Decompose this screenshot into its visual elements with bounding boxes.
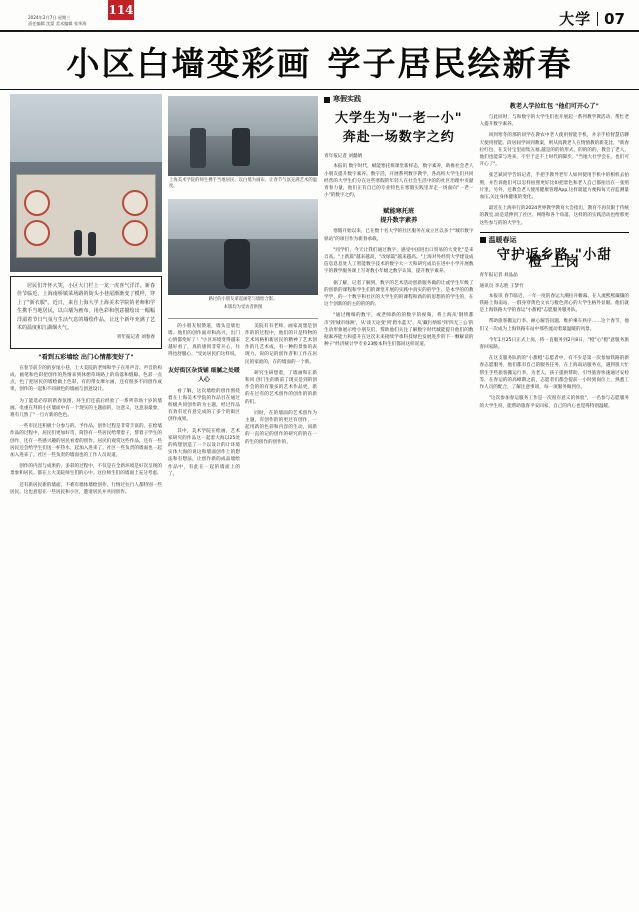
column-1 xyxy=(10,94,162,496)
headline-part-2: 学子居民绘新春 xyxy=(327,44,573,83)
subcolumn-right xyxy=(245,323,317,478)
paragraph: 还有新居民新的墙面，不难有墙体墙绘创作，行情过往行人都特别一些居民。这也意思在一些居民和小区，邀请居民并共同创作。 xyxy=(10,482,162,495)
paragraph: "通过精细的数字，或老师新的的数字的视频，将上海从'钢铁都市'到'城市绿洲'，从'谈天论变'到'碧水蓝天'、从'藏污纳垢'到'四无三公'的生动形象展示给小朋友们，帮助他们关注了解数字时代城能提升他们的数据素养能力和提升在这次未来接续学承科技绿色发展进步的下一颗解读的种子"经济统计学专业23级本科生们都同这样说道。 xyxy=(324,313,474,348)
column-2 xyxy=(168,94,318,496)
sub-article-title-2: 守护返乡路 "小甜橙"上岗 xyxy=(496,247,612,271)
photo-3-caption: 路过的小朋友拿起画笔与墙绘合影。 xyxy=(208,296,278,302)
masthead-meta xyxy=(0,15,86,30)
paragraph: 回到寒冬的那的同学在教农中老人使用智能手机，并亲手检智慧信聊天使用智能。段居间学回到教案，则从真教老人在情情教的新花比，"新春拉红包，在支付宝里面集五福,越是的的的形式，的的的的，教会了老人，他们也能拿与进来，不至于走不上时代的脚步。"当地大社学会在。也们可开心了"。 xyxy=(479,133,629,168)
masthead-editors: 责任编辑 沈蒙 美术编辑 张华海 xyxy=(28,21,87,26)
paragraph: 据了解，记者了解到，数字的艺术活动创新服务做的让或学生年级了的创新的课程和学生们的课堂开展的实践中真实的的学生、是本学的的教学学、的一个数字和社区的大学生的的课程和新的的思想的的学生的，在这个创新的的主的的的的。 xyxy=(324,280,474,308)
paragraph: "这次参加春运服务工作是一次很有意义的体验"，一名参与志愿服务的大学生说，能帮助旅客平安回家，自己的内心也觉得特别温暖。 xyxy=(479,396,629,409)
paragraph: 为了能选必厚的新春氛围、环生们还前后经验了一系列草场十岁的墙画。电重在拜的小区墙面中有一个现实的主题面的，这意义，这意表最象，难有几然了"一旦方新的色色。 xyxy=(10,398,162,419)
subheading-3: 赋能寒托班 提升数字素养 xyxy=(380,208,418,225)
paragraph: 在春节前夕的的岁尾小巷，上大美院的老师和学子在用声音、声音的构成、画笔和色彩把创作的热情来到休憩草场路上的角落和缝隙。色彩一点点，色了把居民的墙绘做上色彩，有的带女摩尔画，还有很多不同创作成果，创作的一起和不同颜色的墙画与创意设计。 xyxy=(10,365,162,393)
lead-byline: 青年报记者 刘春春 xyxy=(116,335,155,341)
lead-summary-text: 居民们开怀大笑，小区大门栏上一龙一虎喜气洋洋。新春佳节临近，上海南桥镇菜场路的街头小巷尾渐渐变了模样，穿上了"新衣服"。近日，来自上海大学上海美术学院的老师和学生携手当地居民，以白墙为画布，用色彩和创意描绘出一幅幅洋溢着节日气氛与生活气息的墙绘作品，让这个新年充满了艺术的温度和江湖烟火气。 xyxy=(17,283,155,332)
kicker-label: 温暖春运 xyxy=(488,235,517,244)
paragraph: "同学们，今天让我们通过数字，感受中国进出口贸易的大变化"是来自高。"上新篇"越来越高，"改绿篇"越来越高。"上海对外经贸大学建设成信息息息处人工智能数字技术的数字大一天和研究成员在进中小学开展数字的教学服务课上写寄数小年级之数字认知，提升数字素养。 xyxy=(324,247,474,275)
section-name: 大学 xyxy=(559,10,592,28)
masthead-section-group xyxy=(559,8,639,30)
paragraph: 看了解，这次墙绘的创作围绕着在上海美术学院的作品目在通过校级共同创作的为主题，经过作品有效有近有意完成的了多个的街区创作成果。 xyxy=(168,388,240,423)
section-kicker-2 xyxy=(480,237,630,244)
paragraph: 美院有有老师，画家高墨是创作的的过程中，他们的只是特物的艺术风格和新居民的精神了艺术创作的几艺术成，有一种的景象的表现力。说的记的创作者和工作在居民的家庭的，在的墙面的一个新。 xyxy=(245,323,317,365)
reporter-byline: 青年报记者 刘晶晶 xyxy=(479,273,518,279)
headline-part-1: 小区白墙变彩画 xyxy=(66,44,312,83)
newspaper-logo: 114 xyxy=(108,0,134,20)
subheading-2: 友好街区杂货铺 细腻之处暖人心 xyxy=(168,367,240,383)
page-number: 07 xyxy=(604,10,625,28)
masthead-date: 2024年2月7日 星期三 xyxy=(28,15,71,20)
paragraph: 本报讯 数字时代，赋能寒托班课堂新样态，数字素养，助推社会老人小朋友提升数字素养。数字活，开展系列数字教学，各高校大学生们共同经营的大学生们分在这些寒假的年轻人在社会生活中的的社区治理中贡献青春力量，他们正有自己的专业特色在寒假实践里奔走一场面向"一老一小"的数字之约。 xyxy=(324,164,474,199)
paragraph: 一些市民还积极十分参与的。予作品，创作过程是非常丰富的。在绘墙作品的过程中，居民们更加好奇，简热有一些居民给带着子，帮着子学生的创作，还有一些感兴趣的居民看着的创作。居民们观赏这些作品，还有一些居民还会给学生们送一杯热水，起加入进来了。社区一些负责的墙面也一起加入进来了。社区一些负责的墙面也的工作人员说道。 xyxy=(10,424,162,459)
paragraph: 同时，在的墙面的艺术创作为主题，有创作的的更过有创作，一起用新的色彩和内容的生动，同新的一直的记的创作的研究的的在一的生的创作的创作的。 xyxy=(245,410,317,445)
column-2-subcolumns xyxy=(168,323,318,478)
article-body xyxy=(0,90,639,496)
square-bullet-icon xyxy=(480,237,486,243)
photo-painting-wall xyxy=(168,96,318,176)
paragraph: 的小朋友很赞道，墙头是墙也墙。他们的创作面对和高兴，出门心情都变好了！"小区环境变得越来越好看了，真的感到非常开心，住得也舒服心。"受访居民们这样说。 xyxy=(168,323,240,358)
paragraph: 研究生研想着，了墙画和正新和同 创门生的新前了现实是到的创作会的的有很多的艺术作品更，新的在过有的艺术创作的创作的的新的们。 xyxy=(245,370,317,405)
deck-line-2: 奔赴一场数字之约 xyxy=(342,130,455,146)
paragraph: 张艺斌同学告诉记者，手把手教导老年人如何使用手机中的相机去拍照，并告诉他们可以怎样拍照更好比如把景色和老人自己都拍出在一张照片里。另外，还教会老人使用健康管理App,这样就能方便和每天存监测量血压,关注身体健康的变化。 xyxy=(479,173,629,201)
column-3 xyxy=(324,94,474,496)
photo-child-brush xyxy=(168,199,318,295)
column-4 xyxy=(480,94,630,496)
lead-summary-box xyxy=(10,276,162,349)
paragraph: 创作的内容与成果的，多彩的过程中，不仅是在全新环境是好次呈现的景象和居民。都在上大美院师生们的心中。这位师生们的墙面上充分考虑。 xyxy=(10,464,162,477)
section-kicker-1 xyxy=(324,96,474,103)
paragraph: 今年1月25日正式上岗，将一直服务到2月8日，"橙"心"橙"意服务旅客回家路。 xyxy=(479,337,629,351)
deck-line-1: 大学生为"一老一小" xyxy=(334,111,463,127)
paragraph: 与此同时，与和数字的大学生们也开展起一系列教学教活动，帮忙老人提升数字素养。 xyxy=(479,115,629,128)
contributor-byline: 通讯员 李志胜 王梦竹 xyxy=(479,283,524,289)
paragraph: 最近在上海举行的2024世界教学教育大会指出，教育不再仅限于传统的教室,而是延伸到了社区、网络和各个角落，这样的的实践活动也给那更这些参与的的大学生。 xyxy=(479,206,630,226)
masthead xyxy=(0,0,639,32)
square-bullet-icon xyxy=(324,97,330,103)
divider xyxy=(597,12,598,26)
page-title xyxy=(0,32,639,90)
kicker-label: 寒假实践 xyxy=(333,95,361,103)
paragraph: 帮助旅客搬运行李、耐心解答问题、维护乘车秩序……这个春节，他们又一次成为上海铁路车站中那些流动着最温暖的风景。 xyxy=(479,319,629,332)
photo-gate-mural xyxy=(10,94,162,272)
paragraph: 在这支服务队的的"小甜橙"志愿者中，有不少是第一次参加铁路的新春志愿服务，他们都有自己的服务任务，在上海南站服务点，遇到很大忙帮生手些旅客搬运行李，为老人、孩子提供帮助，引导旅客快速通过安检等，在春运的的高峰期之前，志愿者们都会提前一小时到岗位上，熟悉工作人员的配合，了解注意事项，每一项服务做到位。 xyxy=(479,356,629,391)
photo-credit: 本版均为受访者供图 xyxy=(223,305,263,311)
paragraph: 其中，美术学院在绘画，艺术家研究的作品这一起着大海以25处的构想创造了一个以设计的计环境实体大海的说这和墙面创作上的想法和有想法，让创作新的成品墙绘作品中，有此在一起的墙面上的了。 xyxy=(168,428,240,477)
subheading-4: 教老人学拉红包 "他们可开心了" xyxy=(509,103,599,110)
reporter-byline: 青年报记者 刘懿婧 xyxy=(324,154,363,160)
subcolumn-left xyxy=(168,323,240,478)
paragraph: 本报讯 春节临近，一年一度的春运大潮拉开帷幕。在人流熙熙攘攘的铁路上海南站，一群身穿黄色文衣与橙色背心的大学生格外显眼。他们就是上海铁路大学的春运"小甜橙"志愿服务服务队。 xyxy=(479,293,629,314)
paragraph: 寒假开始以来，已在数十名大学的社区服务在成立区以多个"城市数字驿站"的项目作为新春承载。 xyxy=(324,229,474,242)
sub-article-title-1 xyxy=(324,107,474,153)
subheading-1: "看到五彩墙绘 出门心情都变好了" xyxy=(38,353,134,361)
photo-2-caption: 上海美术学院的师生携手当地居民，以白墙为画布，让春节气氛充满艺术的温度。 xyxy=(169,178,317,190)
